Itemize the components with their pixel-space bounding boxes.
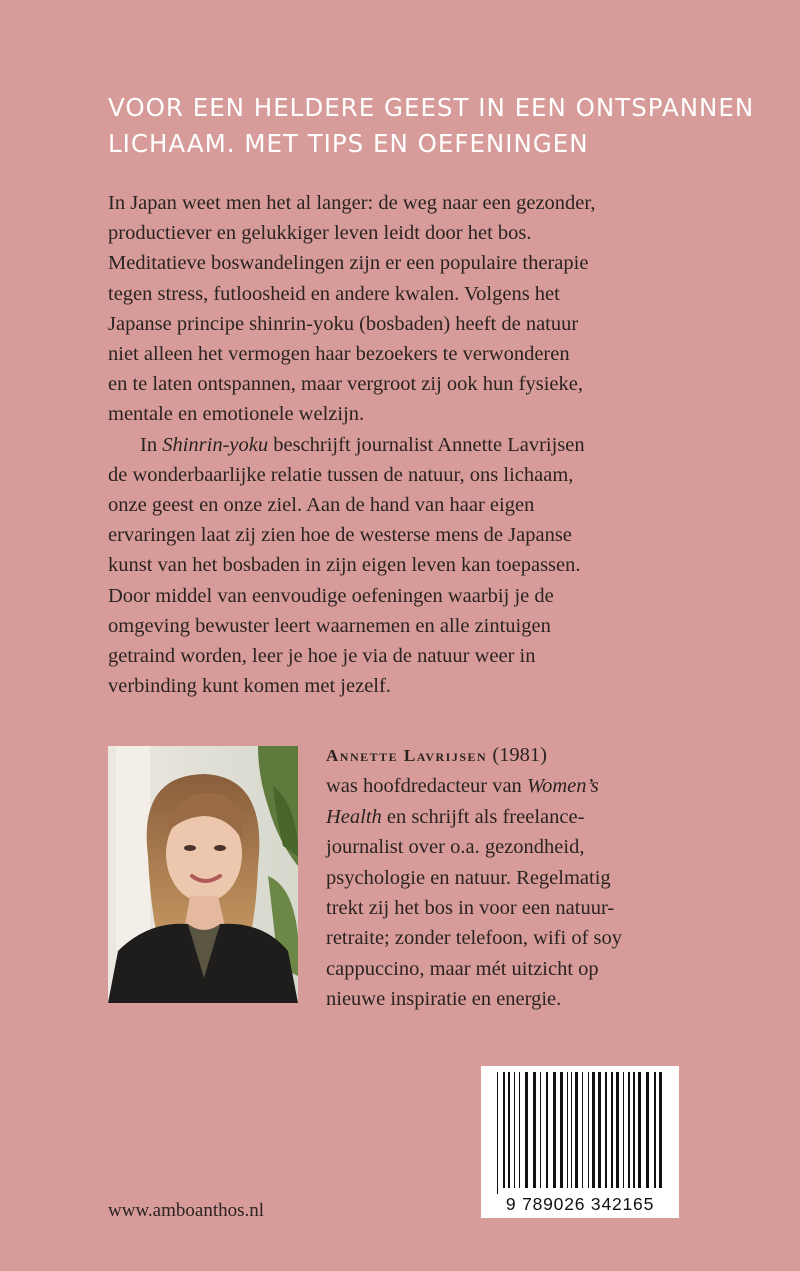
blurb-line: omgeving bewuster leert waarnemen en alle zintuigen — [108, 614, 551, 637]
barcode-bar — [519, 1072, 520, 1188]
bio-line: retraite; zonder telefoon, wifi of soy — [326, 927, 622, 950]
barcode-bar — [560, 1072, 563, 1188]
barcode-bar — [514, 1072, 515, 1188]
headline — [108, 90, 755, 162]
barcode-bar — [633, 1072, 635, 1188]
blurb-line-rest: beschrijft journalist Annette Lavrijsen — [268, 433, 585, 456]
barcode-bar — [646, 1072, 649, 1188]
bio-line: journalist over o.a. gezondheid, — [326, 836, 585, 859]
bio-line — [326, 771, 726, 801]
blurb-line — [108, 430, 708, 460]
blurb-line: mentale en emotionele welzijn. — [108, 403, 365, 426]
barcode-bar — [540, 1072, 541, 1188]
barcode-bar — [611, 1072, 613, 1188]
barcode-bar — [628, 1072, 630, 1188]
barcode-bar — [525, 1072, 528, 1188]
bio-line: cappuccino, maar mét uitzicht op — [326, 957, 599, 980]
blurb-line: getraind worden, leer je hoe je via de natuur weer in — [108, 645, 536, 668]
blurb-line: Japanse principe shinrin-yoku (bosbaden) heeft de natuur — [108, 312, 579, 335]
blurb-line: productiever en gelukkiger leven leidt door het bos. — [108, 222, 532, 245]
book-title: Shinrin-yoku — [162, 433, 269, 456]
magazine-title: Women’s — [526, 775, 599, 798]
magazine-title: Health — [326, 805, 382, 828]
barcode-bar — [598, 1072, 601, 1188]
barcode-bar — [638, 1072, 641, 1188]
blurb-line: en te laten ontspannen, maar vergroot zij ook hun fysieke, — [108, 373, 583, 396]
author-name: Annette Lavrijsen — [326, 746, 488, 765]
blurb-text — [108, 188, 708, 701]
bio-line: nieuwe inspiratie en energie. — [326, 988, 562, 1011]
barcode-bar — [503, 1072, 505, 1188]
bio-text: en schrijft als freelance- — [381, 805, 585, 828]
author-photo — [108, 746, 298, 1003]
barcode-bar — [575, 1072, 578, 1188]
barcode-bar — [623, 1072, 624, 1188]
barcode-bars — [481, 1066, 679, 1194]
author-year: (1981) — [487, 744, 547, 766]
barcode-bar — [588, 1072, 589, 1188]
blurb-line: Meditatieve boswandelingen zijn er een populaire therapie — [108, 252, 589, 275]
publisher-website: www.amboanthos.nl — [108, 1200, 265, 1221]
barcode-bar — [582, 1072, 583, 1188]
blurb-line: niet alleen het vermogen haar bezoekers te verwonderen — [108, 343, 570, 366]
bio-line — [326, 802, 726, 832]
barcode-bar — [654, 1072, 656, 1188]
isbn-number: 9 789026 342165 — [505, 1194, 655, 1214]
blurb-line: In Japan weet men het al langer: de weg naar een gezonder, — [108, 192, 596, 214]
barcode-bar — [605, 1072, 607, 1188]
barcode-bar — [592, 1072, 595, 1188]
blurb-line: onze geest en onze ziel. Aan de hand van haar eigen — [108, 494, 535, 517]
blurb-line: tegen stress, futloosheid en andere kwalen. Volgens het — [108, 282, 560, 305]
blurb-line: ervaringen laat zij zien hoe de westerse mens de Japanse — [108, 524, 572, 547]
blurb-prefix: In — [140, 433, 163, 456]
barcode-bar — [616, 1072, 619, 1188]
blurb-line: verbinding kunt komen met jezelf. — [108, 675, 391, 698]
headline-line: LICHAAM. MET TIPS EN OEFENINGEN — [108, 129, 589, 158]
bio-line: trekt zij het bos in voor een natuur- — [326, 897, 615, 920]
barcode-bar — [497, 1072, 498, 1194]
barcode-bar — [546, 1072, 548, 1188]
author-bio — [326, 740, 726, 1015]
barcode-bar — [533, 1072, 536, 1188]
barcode-bar — [553, 1072, 556, 1188]
bio-line — [326, 740, 726, 771]
barcode-bar — [508, 1072, 510, 1188]
isbn-barcode — [481, 1066, 679, 1218]
barcode-bar — [567, 1072, 568, 1188]
headline-line: VOOR EEN HELDERE GEEST IN EEN ONTSPANNEN — [108, 93, 755, 122]
bio-line: psychologie en natuur. Regelmatig — [326, 866, 611, 889]
bio-text: was hoofdredacteur van — [326, 775, 527, 798]
blurb-line: kunst van het bosbaden in zijn eigen leven kan toepassen. — [108, 554, 581, 577]
barcode-bar — [659, 1072, 662, 1188]
blurb-line: de wonderbaarlijke relatie tussen de natuur, ons lichaam, — [108, 463, 574, 486]
blurb-line: Door middel van eenvoudige oefeningen waarbij je de — [108, 584, 554, 607]
barcode-bar — [571, 1072, 572, 1188]
